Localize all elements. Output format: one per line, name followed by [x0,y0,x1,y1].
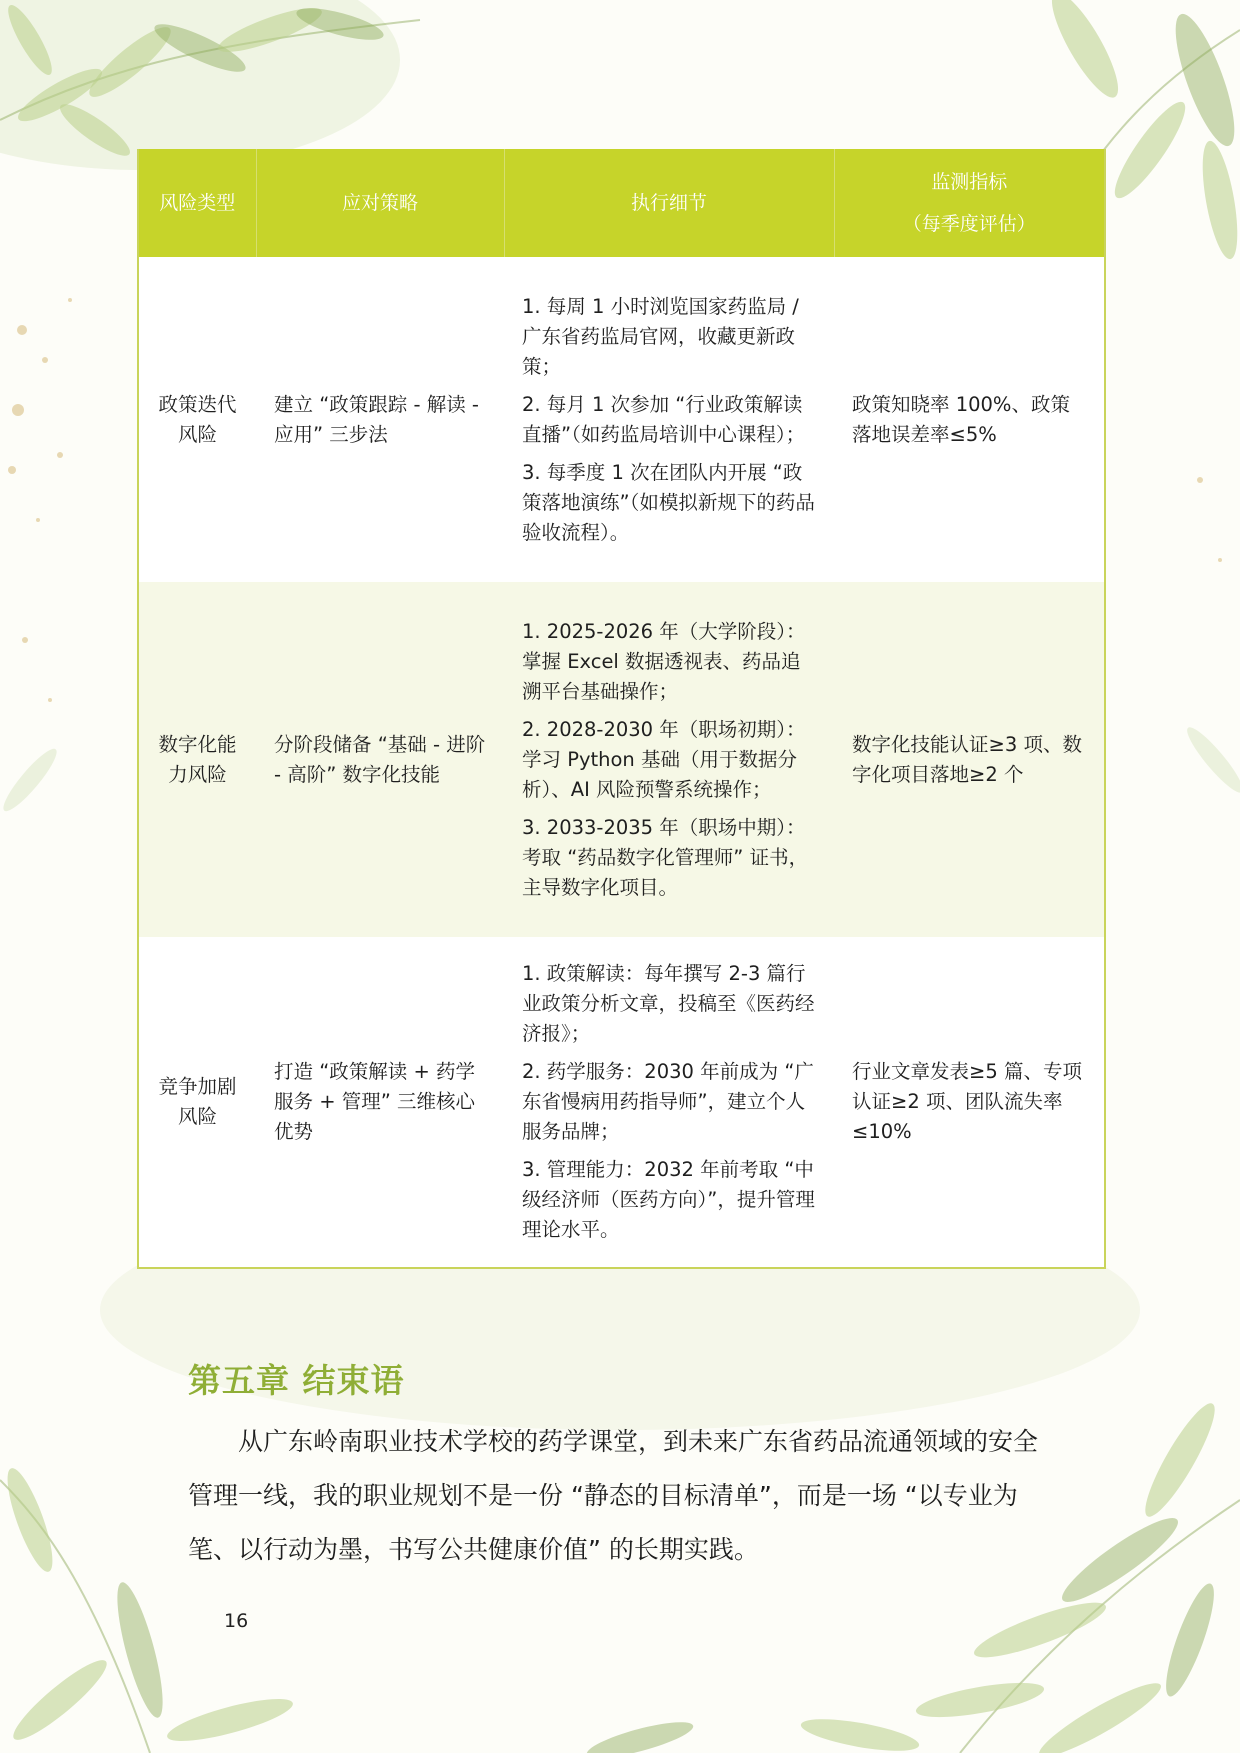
details-cell [504,582,834,937]
header-risk-type: 风险类型 [139,149,256,257]
details-cell [504,257,834,582]
table-header [139,149,1104,257]
detail-step: 1. 每周 1 小时浏览国家药监局 / 广东省药监局官网，收藏更新政策； [522,294,799,378]
indicator-cell: 政策知晓率 100%、政策落地误差率≤5% [852,392,1070,446]
detail-step: 3. 管理能力：2032 年前考取 “中级经济师（医药方向）”，提升管理理论水平。 [522,1158,815,1241]
risk-type-cell: 政策迭代风险 [158,392,237,446]
detail-step: 3. 每季度 1 次在团队内开展 “政策落地演练”（如模拟新规下的药品验收流程）。 [522,460,815,544]
table-row [139,257,1104,582]
table-row [139,582,1104,937]
indicator-cell: 数字化技能认证≥3 项、数字化项目落地≥2 个 [834,582,1104,937]
chapter-paragraph: 从广东岭南职业技术学校的药学课堂，到未来广东省药品流通领域的安全管理一线，我的职业规划不是一份 “静态的目标清单”，而是一场 “以专业为笔、以行动为墨，书写公共健康价值” 的长期实践。 [188,1427,1039,1564]
detail-step: 2. 每月 1 次参加 “行业政策解读直播”（如药监局培训中心课程）； [522,392,806,446]
risk-table [137,149,1106,1269]
detail-step: 3. 2033-2035 年（职场中期）：考取 “药品数字化管理师” 证书，主导数字化项目。 [522,815,809,899]
details-cell [504,937,834,1267]
chapter-title: 第五章 结束语 [188,1361,405,1400]
header-indicator-line1: 监测指标 [931,171,1008,193]
risk-type-cell: 数字化能力风险 [139,582,256,937]
page-number: 16 [224,1610,249,1632]
strategy-cell: 分阶段储备 “基础 - 进阶 - 高阶” 数字化技能 [256,582,504,937]
detail-step: 1. 政策解读：每年撰写 2-3 篇行业政策分析文章，投稿至《医药经济报》； [522,962,815,1045]
detail-step: 2. 药学服务：2030 年前成为 “广东省慢病用药指导师”，建立个人服务品牌； [522,1060,814,1143]
detail-step: 2. 2028-2030 年（职场初期）：学习 Python 基础（用于数据分析）、AI 风险预警系统操作； [522,717,806,801]
detail-step: 1. 2025-2026 年（大学阶段）：掌握 Excel 数据透视表、药品追溯平台基础操作； [522,619,806,703]
strategy-cell: 打造 “政策解读 + 药学服务 + 管理” 三维核心优势 [274,1060,476,1143]
indicator-cell: 行业文章发表≥5 篇、专项认证≥2 项、团队流失率≤10% [852,1060,1082,1143]
table-row [139,937,1104,1267]
strategy-cell: 建立 “政策跟踪 - 解读 - 应用” 三步法 [274,392,479,446]
header-details: 执行细节 [504,149,834,257]
header-strategy: 应对策略 [256,149,504,257]
risk-type-cell: 竞争加剧风险 [158,1075,237,1128]
header-indicator [834,149,1104,257]
header-indicator-line2: （每季度评估） [902,213,1036,235]
